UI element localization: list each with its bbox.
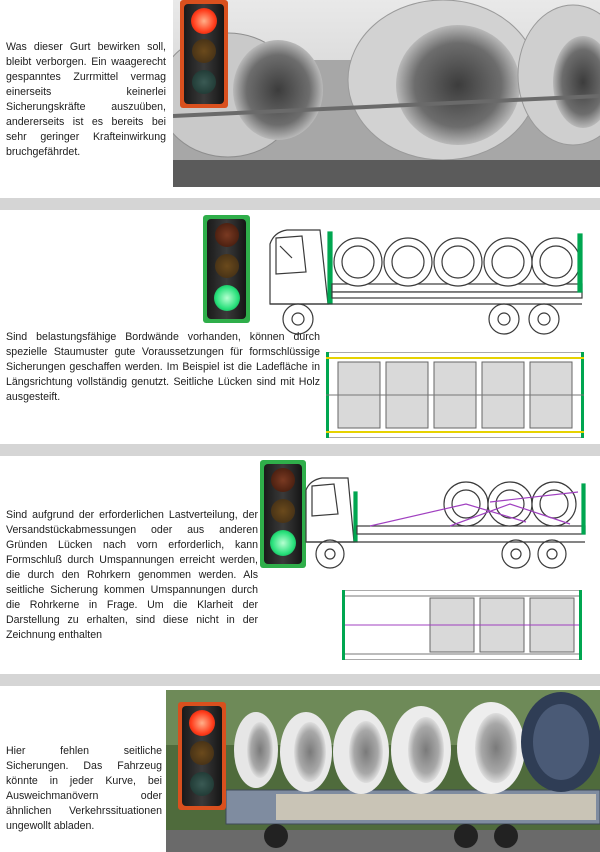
traffic-light-housing — [207, 219, 246, 319]
lamp-amber-off — [215, 254, 239, 278]
traffic-light-housing — [264, 464, 302, 564]
truck-drawing-top-2 — [326, 352, 584, 438]
lamp-amber-off — [271, 499, 295, 523]
section-divider-1 — [0, 198, 600, 210]
lamp-green-on — [270, 530, 296, 556]
lamp-green-off — [192, 70, 216, 94]
section-3-text: Sind aufgrund der erforderlichen Lastverteilung, der Versandstückabmessungen oder aus anderen Gründen Lücken nach vorn erforderlich, kann Formschluß durch Umspannungen erreicht werden, die durch den Rohrkern genommen werden. Als seitliche Sicherung kommen Umspannungen durch die Rohrkerne in Frage. Um die Klarheit der Darstellung zu erhalten, sind diese nicht in der Zeichnung enthalten — [6, 509, 258, 642]
traffic-light-green-2 — [203, 215, 250, 323]
photo-concrete-pipes-strap — [173, 0, 600, 187]
traffic-light-housing — [184, 4, 224, 104]
lamp-red-off — [271, 468, 295, 492]
lamp-amber-off — [190, 741, 214, 765]
photo-truck-pipes-unsecured — [166, 690, 600, 852]
traffic-light-red-1 — [180, 0, 228, 108]
truck-drawing-top-3 — [342, 590, 582, 660]
traffic-light-housing — [182, 706, 222, 806]
truck-drawing-side-2 — [262, 214, 588, 344]
lamp-green-on — [214, 285, 240, 311]
truck-drawing-side-3 — [300, 462, 590, 580]
section-4-text: Hier fehlen seitliche Sicherungen. Das Fahrzeug könnte in jeder Kurve, bei Ausweichmanövern oder ähnlichen Verkehrssituationen ungewollt abladen. — [6, 745, 162, 833]
section-divider-3 — [0, 674, 600, 686]
section-divider-2 — [0, 444, 600, 456]
lamp-amber-off — [192, 39, 216, 63]
lamp-red-off — [215, 223, 239, 247]
section-2-text: Sind belastungsfähige Bordwände vorhanden, können durch spezielle Staumuster gute Voraussetzungen für formschlüssige Sicherungen geschaffen werden. Im Beispiel ist die Ladefläche in Längsrichtung vollständig genutzt. Seitliche Lücken sind mit Holz ausgesteift. — [6, 331, 320, 404]
traffic-light-red-4 — [178, 702, 226, 810]
lamp-red-on — [189, 710, 215, 736]
section-1-text: Was dieser Gurt bewirken soll, bleibt verborgen. Ein waagerecht gespanntes Zurrmittel vermag einerseits keinerlei Sicherungskräfte auszuüben, andererseits ist es bereits bei sehr geringer Krafteinwirkung bruchgefährdet. — [6, 41, 166, 159]
lamp-red-on — [191, 8, 217, 34]
lamp-green-off — [190, 772, 214, 796]
